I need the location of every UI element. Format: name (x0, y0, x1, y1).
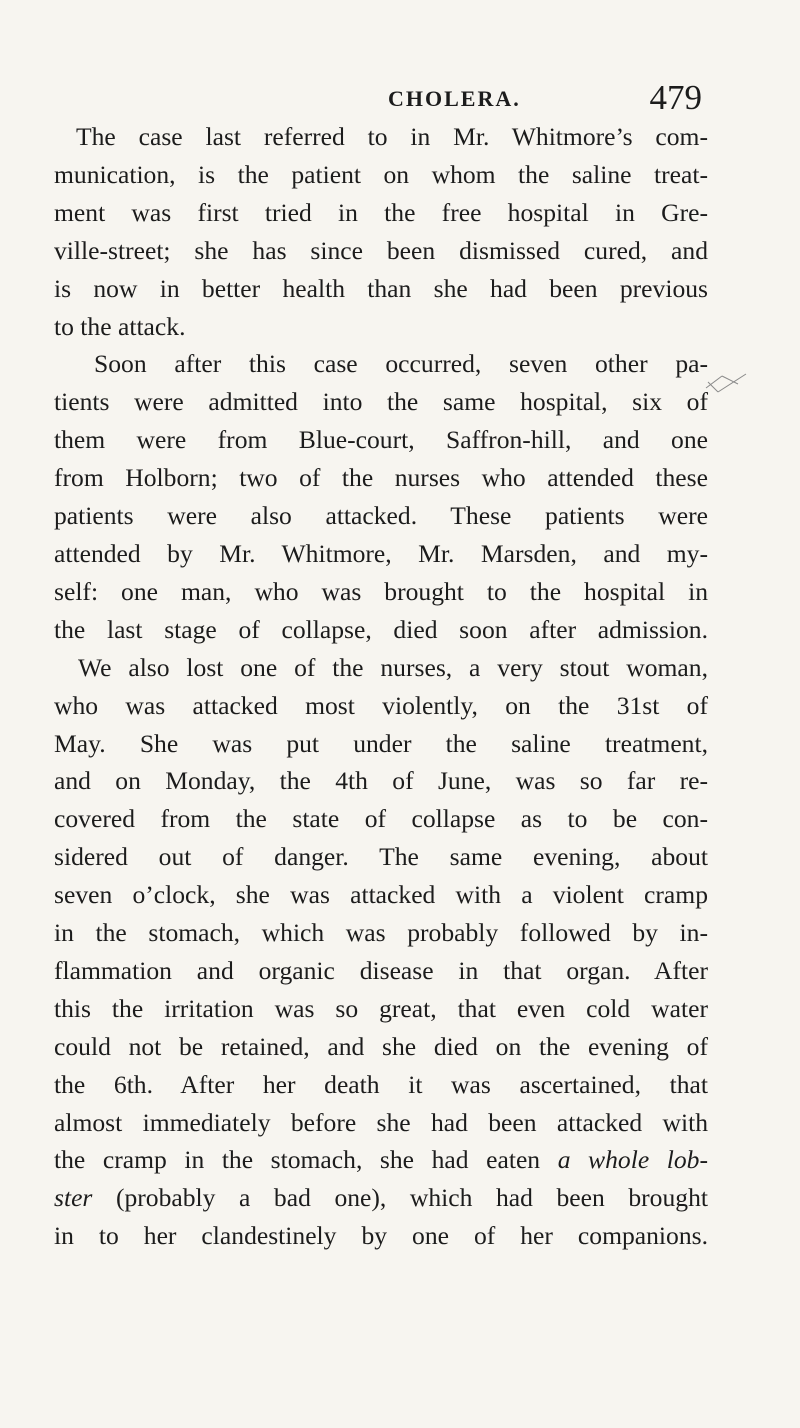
text-line: in to her clandestinely by one of her companions. (54, 1221, 708, 1251)
text-line: in the stomach, which was probably followed by in- (54, 918, 708, 948)
text-line: the last stage of collapse, died soon after admission. (54, 614, 708, 644)
italic-phrase: a whole lob- (557, 1145, 708, 1175)
text-line: sidered out of danger. The same evening, about (54, 842, 708, 872)
text-line: is now in better health than she had been previous (54, 273, 708, 303)
text-line: seven o’clock, she was attacked with a violent cramp (54, 880, 708, 910)
text-line: almost immediately before she had been attacked with (54, 1107, 708, 1137)
text-line: flammation and organic disease in that organ. After (54, 955, 708, 985)
text-line: and on Monday, the 4th of June, was so far re- (54, 766, 708, 796)
text-line: patients were also attacked. These patients were (54, 501, 708, 531)
text-line: Soon after this case occurred, seven other pa- (94, 349, 708, 379)
page-number: 479 (649, 78, 702, 117)
text-line: attended by Mr. Whitmore, Mr. Marsden, and my- (54, 538, 708, 568)
text-line: May. She was put under the saline treatment, (54, 728, 708, 758)
text-line: The case last referred to in Mr. Whitmore’s com- (76, 122, 708, 151)
text-line: this the irritation was so great, that even cold water (54, 993, 708, 1023)
body-text (54, 118, 708, 1255)
pencil-margin-mark-icon (704, 370, 748, 410)
text-line: could not be retained, and she died on the evening of (54, 1031, 708, 1061)
text-line: We also lost one of the nurses, a very stout woman, (78, 652, 708, 682)
text-line-with-italic (54, 1141, 708, 1179)
text-segment: (probably a bad one), which had been brought (115, 1183, 708, 1213)
text-line: them were from Blue-court, Saffron-hill, and one (54, 425, 708, 455)
text-line: munication, is the patient on whom the saline treat- (54, 159, 708, 189)
italic-phrase-continued: ster (54, 1183, 93, 1213)
text-line-with-italic (54, 1179, 708, 1217)
text-line: to the attack. (54, 311, 186, 341)
text-line: tients were admitted into the same hospital, six of (54, 387, 708, 417)
running-head: CHOLERA. (388, 86, 521, 111)
text-line: ville-street; she has since been dismissed cured, and (54, 235, 708, 265)
text-line: the 6th. After her death it was ascertained, that (54, 1069, 708, 1099)
text-segment: the cramp in the stomach, she had eaten (54, 1145, 541, 1175)
text-line: self: one man, who was brought to the hospital in (54, 576, 708, 606)
text-line: covered from the state of collapse as to be con- (54, 804, 708, 834)
text-line: who was attacked most violently, on the 31st of (54, 690, 708, 720)
text-line: from Holborn; two of the nurses who attended these (54, 463, 708, 493)
text-line: ment was first tried in the free hospital in Gre- (54, 197, 708, 227)
